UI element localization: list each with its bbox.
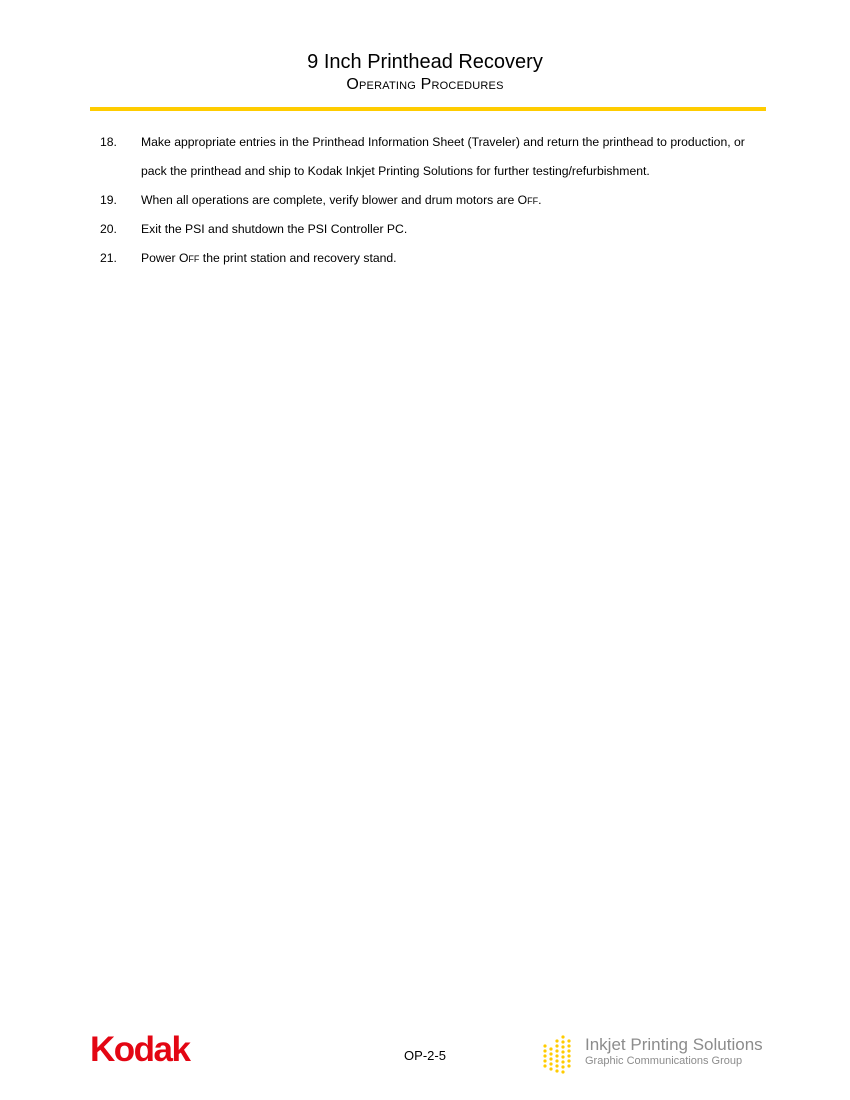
- step-emphasis-off: Off: [178, 251, 200, 265]
- kodak-logo-text: Kodak: [90, 1030, 190, 1066]
- step-text: Exit the PSI and shutdown the PSI Controller PC.: [141, 222, 408, 236]
- procedure-steps: [100, 128, 780, 273]
- step-emphasis-off: Off: [517, 193, 539, 207]
- dot-matrix-icon: [542, 1034, 576, 1076]
- step-number: 18.: [100, 135, 117, 149]
- step-number: 20.: [100, 222, 117, 236]
- step-19: [100, 186, 780, 215]
- step-text-end: the print station and recovery stand.: [199, 251, 397, 265]
- division-subtitle: Graphic Communications Group: [585, 1055, 743, 1067]
- step-text-line1: Make appropriate entries in the Printhead Information Sheet (Traveler) and return the printhead to production, or: [141, 135, 745, 149]
- step-number: 21.: [100, 251, 117, 265]
- step-text: When all operations are complete, verify blower and drum motors are: [141, 193, 518, 207]
- division-title: Inkjet Printing Solutions: [585, 1035, 763, 1054]
- step-text-line2: pack the printhead and ship to Kodak Inkjet Printing Solutions for further testing/refurbishment.: [141, 164, 650, 178]
- step-20: [100, 215, 780, 244]
- page-title: 9 Inch Printhead Recovery: [307, 51, 543, 73]
- page-number: OP-2-5: [404, 1048, 446, 1063]
- page-subtitle: Operating Procedures: [346, 76, 504, 93]
- step-number: 19.: [100, 193, 117, 207]
- step-text-end: .: [538, 193, 542, 207]
- step-text: Power: [141, 251, 179, 265]
- step-18: [100, 128, 780, 186]
- header-divider: [90, 107, 766, 111]
- inkjet-printing-solutions-branding: [542, 1034, 772, 1076]
- step-21: [100, 244, 780, 273]
- page-header: [0, 50, 850, 96]
